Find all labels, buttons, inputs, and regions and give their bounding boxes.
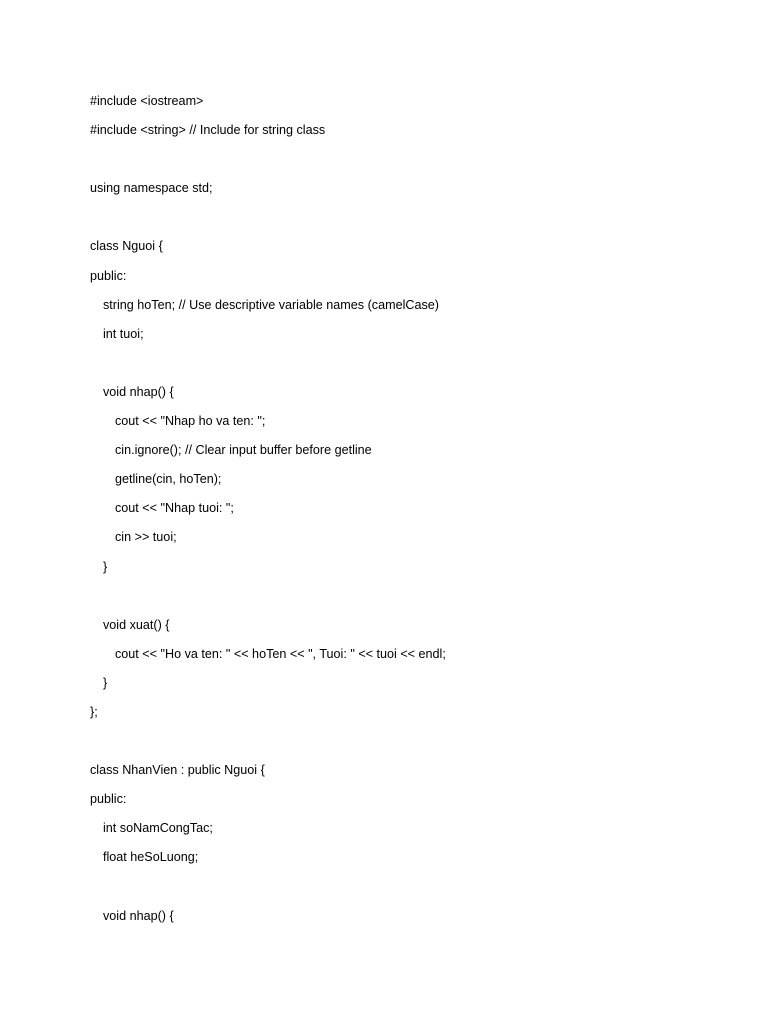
code-listing bbox=[90, 87, 730, 931]
code-line: class NhanVien : public Nguoi { bbox=[90, 763, 265, 778]
code-line: public: bbox=[90, 792, 127, 807]
code-line: cout << "Nhap tuoi: "; bbox=[115, 501, 234, 516]
code-line: string hoTen; // Use descriptive variable names (camelCase) bbox=[103, 297, 439, 312]
code-line: cin >> tuoi; bbox=[115, 530, 177, 545]
code-line: float heSoLuong; bbox=[103, 850, 199, 865]
code-line: getline(cin, hoTen); bbox=[115, 472, 222, 487]
code-line: int tuoi; bbox=[103, 326, 144, 341]
blank-line bbox=[90, 349, 730, 378]
code-line: void nhap() { bbox=[103, 384, 174, 399]
code-line: #include <iostream> bbox=[90, 94, 204, 108]
code-line: } bbox=[103, 675, 108, 690]
blank-line bbox=[90, 582, 730, 611]
code-line: }; bbox=[90, 704, 98, 719]
blank-line bbox=[90, 145, 730, 174]
code-line: int soNamCongTac; bbox=[103, 821, 213, 836]
code-line: #include <string> // Include for string class bbox=[90, 123, 326, 138]
blank-line bbox=[90, 203, 730, 232]
blank-line bbox=[90, 727, 730, 756]
code-line: void xuat() { bbox=[103, 617, 170, 632]
code-line: cout << "Ho va ten: " << hoTen << ", Tuoi: " << tuoi << endl; bbox=[115, 646, 446, 661]
code-line: using namespace std; bbox=[90, 181, 213, 196]
code-line: public: bbox=[90, 268, 127, 283]
code-line: cin.ignore(); // Clear input buffer before getline bbox=[115, 443, 372, 458]
code-line: } bbox=[103, 559, 108, 574]
code-line: cout << "Nhap ho va ten: "; bbox=[115, 414, 266, 429]
code-line: void nhap() { bbox=[103, 908, 174, 923]
code-line: class Nguoi { bbox=[90, 239, 163, 254]
blank-line bbox=[90, 873, 730, 902]
